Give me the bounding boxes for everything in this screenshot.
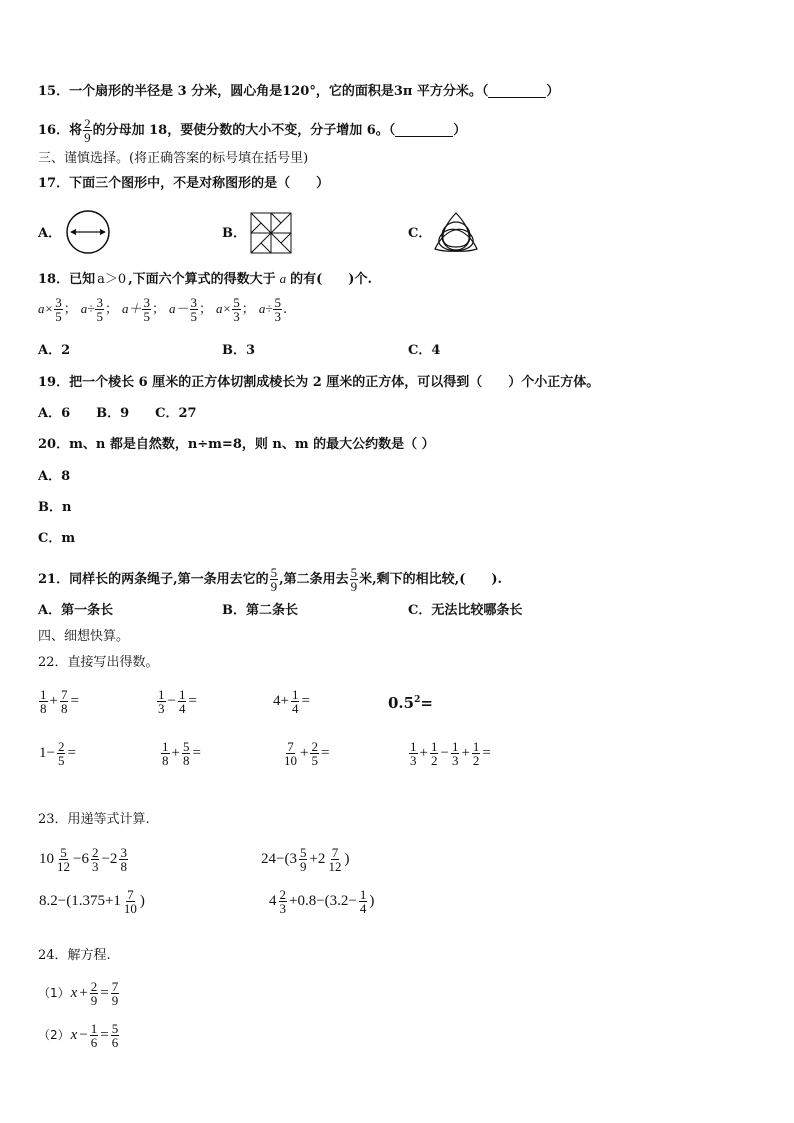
q18-option-b[interactable]: B．3 [222,343,256,358]
answer-blank[interactable] [488,85,546,98]
question-16 [38,117,466,144]
fraction: $\frac{2}{9}$ [84,116,91,145]
question-22: 22．直接写出得数。 [38,655,159,670]
q20-option-a[interactable]: A．8 [38,469,71,484]
q21-option-a[interactable]: A．第一条长 [38,603,114,618]
q15-end: ） [546,84,560,99]
section-3-heading: 三、谨慎选择。(将正确答案的标号填在括号里) [38,151,309,166]
question-23: 23．用递等式计算. [38,812,150,827]
q18-expression: a× $\frac{5}{3}$ ； [216,295,255,324]
q19-options[interactable]: A．6 B．9 C．27 [38,406,197,421]
calc-23-3: 8.2−(1.375+1 $\frac{7}{10}$ ) [39,886,145,916]
option-c[interactable]: C． [408,226,432,241]
q18-expressions [38,296,291,323]
q16-end: ） [453,123,467,138]
equation-2: （2）x − $\frac{1}{6}$ = $\frac{5}{6}$ [38,1020,119,1050]
equation-1: （1）x + $\frac{2}{9}$ = $\frac{7}{9}$ [38,978,119,1008]
calc-23-4: 4 $\frac{2}{3}$ +0.8−(3.2− $\frac{1}{4}$ ) [269,886,375,916]
answer-blank[interactable] [395,124,453,137]
question-19: 19．把一个棱长 6 厘米的正方体切割成棱长为 2 厘米的正方体，可以得到（ ）个小正方体。 [38,375,600,390]
question-24: 24．解方程. [38,948,111,963]
q18-condition: a＞0 [97,272,127,287]
calc-4: $0.5^2=$ [388,694,433,712]
q21-option-c[interactable]: C．无法比较哪条长 [408,603,523,618]
question-17: 17．下面三个图形中，不是对称图形的是（ ） [38,176,330,191]
q16-text-b: 的分母加 18，要使分数的大小不变，分子增加 6。（ [92,123,396,138]
trefoil-figure [431,209,481,255]
question-21 [38,566,502,593]
calc-2: $\frac{1}{3}$ − $\frac{1}{4}$ = [158,686,197,716]
q18-text-c: 的有( )个. [290,272,372,287]
question-15 [38,84,559,100]
calc-3: 4+ $\frac{1}{4}$ = [273,686,310,716]
q18-expression: a＋ $\frac{3}{5}$ ； [121,295,165,324]
calc-6: $\frac{1}{8}$ + $\frac{5}{8}$ = [162,738,201,768]
q18-text-a: 18．已知 [38,272,96,287]
fraction: $\frac{5}{9}$ [350,565,358,594]
q21-text-c: 米,剩下的相比较,( ). [359,572,503,587]
option-b[interactable]: B． [222,226,246,241]
q21-text-a: 21．同样长的两条绳子,第一条用去它的 [38,572,269,587]
q18-text-b: ,下面六个算式的得数大于 [128,272,276,287]
question-20: 20．m、n 都是自然数，n÷m=8，则 n、m 的最大公约数是（ ） [38,437,435,452]
pinwheel-figure [249,211,293,255]
calc-5: 1− $\frac{2}{5}$ = [39,738,76,768]
q16-text-a: 16．将 [38,123,83,138]
option-a[interactable]: A． [38,226,62,241]
calc-1: $\frac{1}{8}$ + $\frac{7}{8}$ = [40,686,79,716]
q18-option-a[interactable]: A．2 [38,343,71,358]
q18-expression: a－ $\frac{3}{5}$ ； [168,295,213,324]
fraction: $\frac{5}{9}$ [270,565,278,594]
q18-variable: a [279,271,287,286]
calc-7: $\frac{7}{10}$ + $\frac{2}{5}$ = [284,738,330,768]
q20-option-c[interactable]: C．m [38,531,76,546]
calc-8: $\frac{1}{3}$ + $\frac{1}{2}$ − $\frac{1}{3}$ + $\frac{1}{2}$ = [410,738,491,768]
q18-expression: a× $\frac{3}{5}$ ； [38,295,77,324]
calc-23-2: 24−(3 $\frac{5}{9}$ +2 $\frac{7}{12}$ ) [261,844,350,874]
q21-text-b: ,第二条用去 [279,572,349,587]
q15-text: 15．一个扇形的半径是 3 分米，圆心角是120°，它的面积是3π 平方分米。（ [38,84,489,99]
section-4-heading: 四、细想快算。 [38,629,130,644]
q20-option-b[interactable]: B．n [38,500,72,515]
q18-option-c[interactable]: C．4 [408,343,441,358]
question-18 [38,271,372,288]
calc-23-1: 10 $\frac{5}{12}$ −6 $\frac{2}{3}$ −2 $\frac{3}{8}$ [39,844,127,874]
q18-expression: a÷ $\frac{5}{3}$ . [258,295,288,324]
q21-option-b[interactable]: B．第二条长 [222,603,298,618]
circle-arrow-figure [64,209,112,255]
q18-expression: a÷ $\frac{3}{5}$ ； [80,295,118,324]
